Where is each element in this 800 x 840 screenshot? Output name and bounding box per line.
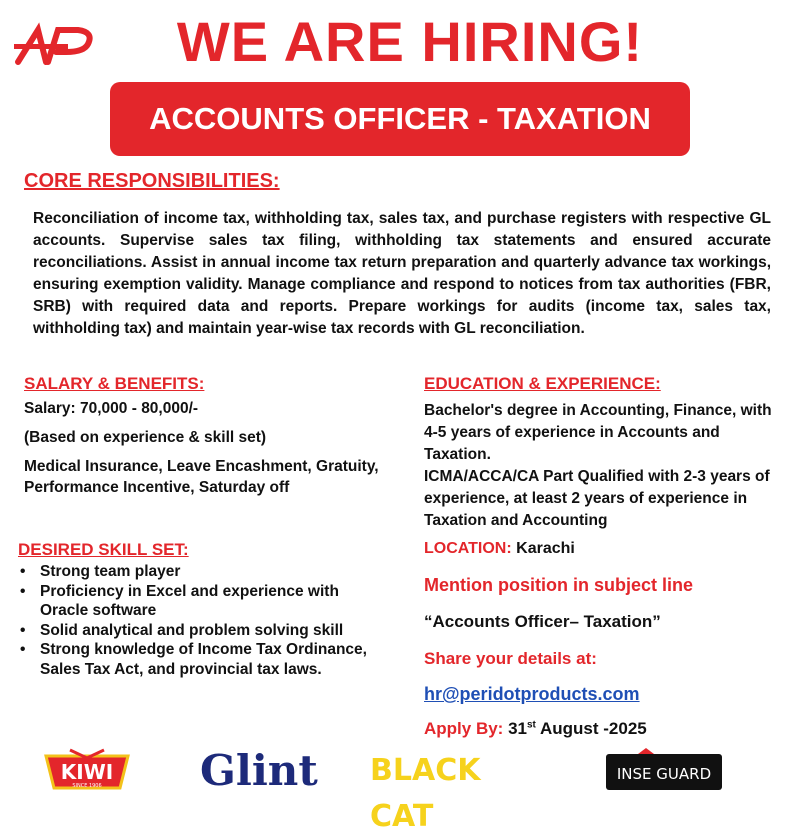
subject-line-quote: “Accounts Officer– Taxation” xyxy=(424,612,661,631)
skill-set-title: DESIRED SKILL SET: xyxy=(18,540,189,559)
share-details-label: Share your details at: xyxy=(424,649,597,668)
inseguard-text: INSE GUARD xyxy=(616,765,712,783)
kiwi-tag: SINCE 1906 xyxy=(72,783,102,789)
headline: WE ARE HIRING! xyxy=(176,10,644,73)
core-responsibilities-title: CORE RESPONSIBILITIES: xyxy=(24,170,280,192)
apply-by xyxy=(424,719,647,739)
education-experience-block xyxy=(424,400,784,532)
location-label: LOCATION: xyxy=(424,540,512,557)
list-item: • Strong knowledge of Income Tax Ordinance, Sales Tax Act, and provincial tax laws. xyxy=(18,640,388,679)
benefits-list: Medical Insurance, Leave Encashment, Gratuity, Performance Incentive, Saturday off xyxy=(24,458,379,496)
glint-logo: Glint xyxy=(200,746,318,795)
location xyxy=(424,540,575,558)
mention-instruction: Mention position in subject line xyxy=(424,575,693,595)
education-line: Bachelor's degree in Accounting, Finance, with 4-5 years of experience in Accounts and Taxation. xyxy=(424,402,772,463)
kiwi-text: KIWI xyxy=(60,760,114,784)
inseguard-logo xyxy=(604,748,724,794)
email-link[interactable]: hr@peridotproducts.com xyxy=(424,684,640,704)
location-value: Karachi xyxy=(516,540,575,557)
list-item: • Solid analytical and problem solving skill xyxy=(18,621,388,641)
salary-range: Salary: 70,000 - 80,000/- xyxy=(24,400,199,417)
apply-day-suffix: st xyxy=(527,719,536,731)
kiwi-logo xyxy=(40,748,134,794)
experience-line: ICMA/ACCA/CA Part Qualified with 2-3 years of experience, at least 2 years of experience in Taxation and Accounting xyxy=(424,468,770,529)
salary-benefits-block xyxy=(24,398,384,506)
position-banner: ACCOUNTS OFFICER - TAXATION xyxy=(110,82,690,156)
list-item: • Strong team player xyxy=(18,562,388,582)
core-responsibilities-text: Reconciliation of income tax, withholding tax, sales tax, and purchase registers with respective GL accounts. Supervise sales tax filing, withholding tax statements and ensured accurate reconciliations. Assist in annual income tax return preparation and quarterly advance tax workings, ensuring exemption validity. Manage compliance and respond to notices from tax authorities (FBR, SRB) with required data and reports. Prepare workings for audits (income tax, sales tax, withholding tax) and maintain year-wise tax records with GL reconciliation. xyxy=(33,210,771,337)
apply-by-label: Apply By: xyxy=(424,719,504,738)
black-cat-logo: BLACK CAT xyxy=(370,753,481,834)
pp-logo-icon xyxy=(12,22,102,68)
apply-day: 31 xyxy=(508,719,527,738)
list-item: • Proficiency in Excel and experience with Oracle software xyxy=(18,582,388,621)
education-experience-title: EDUCATION & EXPERIENCE: xyxy=(424,374,661,393)
apply-month-year: August -2025 xyxy=(535,719,647,738)
skill-list xyxy=(18,562,388,679)
salary-benefits-title: SALARY & BENEFITS: xyxy=(24,374,205,393)
salary-basis: (Based on experience & skill set) xyxy=(24,429,267,446)
